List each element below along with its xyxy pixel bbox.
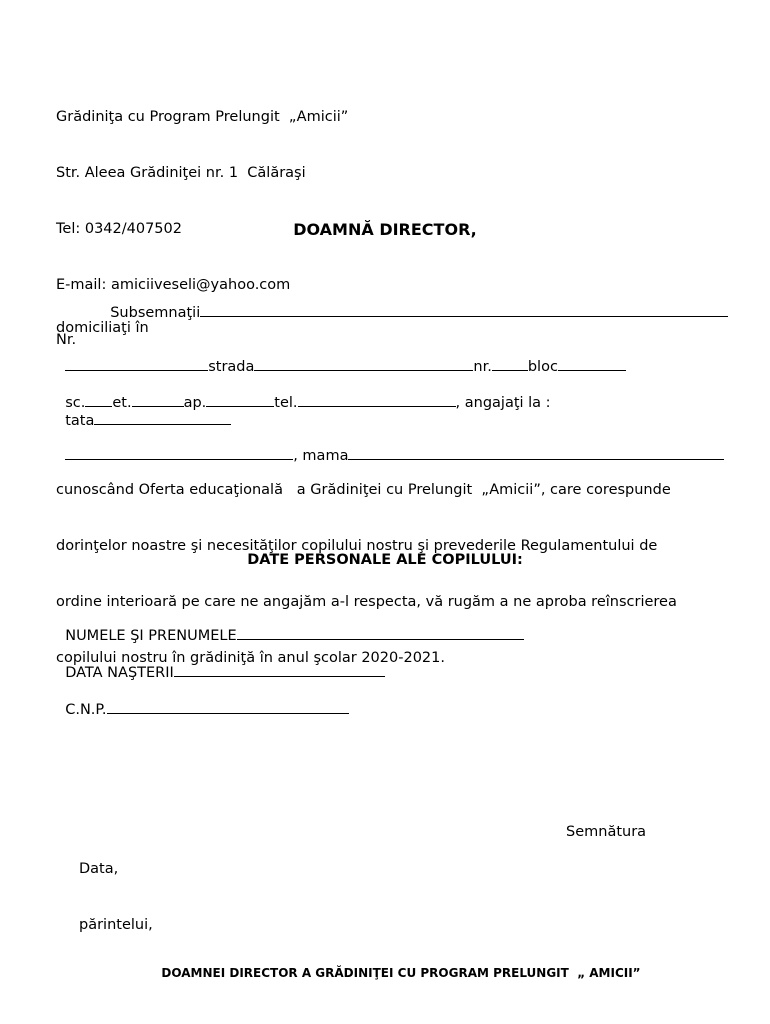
document-title: DOAMNĂ DIRECTOR, <box>293 220 477 239</box>
registration-number: Nr. <box>56 332 77 349</box>
phone-field[interactable] <box>298 392 456 407</box>
parents-names-field[interactable] <box>200 302 728 317</box>
strada-label: strada <box>208 358 255 375</box>
father-employer-field[interactable] <box>94 410 231 425</box>
ap-label: ap. <box>183 394 207 411</box>
birth-date-field[interactable] <box>174 662 385 677</box>
paragraph-line: ordine interioară pe care ne angajăm a-l respecta, vă rugăm a ne aproba reînscrierea <box>56 593 677 610</box>
birth-date-row <box>56 643 385 682</box>
nr-label: nr. <box>473 358 492 375</box>
paragraph-line: copilului nostru în grădiniţă în anul şcolar 2020-2021. <box>56 649 445 666</box>
cnp-field[interactable] <box>107 699 349 714</box>
school-address: Str. Aleea Grădiniţei nr. 1 Călăraşi <box>56 164 306 181</box>
block-field[interactable] <box>558 356 626 371</box>
cnp-label: C.N.P. <box>65 701 107 718</box>
mama-label: , mama <box>293 447 349 464</box>
paragraph-line: cunoscând Oferta educaţională a Grădiniţei cu Prelungit „Amicii”, care corespunde <box>56 482 671 499</box>
birth-date-label: DATA NAŞTERII <box>65 664 174 681</box>
tel-label: tel. <box>274 394 298 411</box>
sc-label: sc. <box>65 394 86 411</box>
et-label: et. <box>112 394 132 411</box>
document-footer: DOAMNEI DIRECTOR A GRĂDINIŢEI CU PROGRAM PRELUNGIT „ AMICII” <box>161 966 641 980</box>
child-name-label: NUMELE ŞI PRENUMELE <box>65 627 237 644</box>
bloc-label: bloc <box>527 358 558 375</box>
cnp-row <box>56 680 349 719</box>
paragraph-line: dorinţelor noastre şi necesităţilor copilului nostru şi prevederile Regulamentului de <box>56 537 658 554</box>
school-phone: Tel: 0342/407502 <box>56 220 182 237</box>
tata-label: tata <box>65 412 95 429</box>
subsemnatii-row <box>101 283 728 322</box>
date-block <box>79 823 153 953</box>
school-email: E-mail: amiciiveseli@yahoo.com <box>56 276 291 293</box>
child-name-row <box>56 606 524 645</box>
locality-field[interactable] <box>65 356 208 371</box>
domiciliati-label: domiciliaţi în <box>56 320 149 336</box>
signature-label: Semnătura <box>566 824 647 840</box>
subsemnatii-label: Subsemnaţii <box>110 304 201 321</box>
street-field[interactable] <box>254 356 473 371</box>
child-name-field[interactable] <box>237 625 524 640</box>
parent-label: părintelui, <box>79 916 153 933</box>
school-name: Grădiniţa cu Program Prelungit „Amicii” <box>56 109 349 126</box>
angajati-label: , angajaţi la : <box>455 394 551 411</box>
date-label: Data, <box>79 861 119 878</box>
father-row <box>56 391 231 430</box>
child-section-heading: DATE PERSONALE ALE COPILULUI: <box>247 552 523 568</box>
street-number-field[interactable] <box>492 356 528 371</box>
address-row <box>56 337 626 376</box>
